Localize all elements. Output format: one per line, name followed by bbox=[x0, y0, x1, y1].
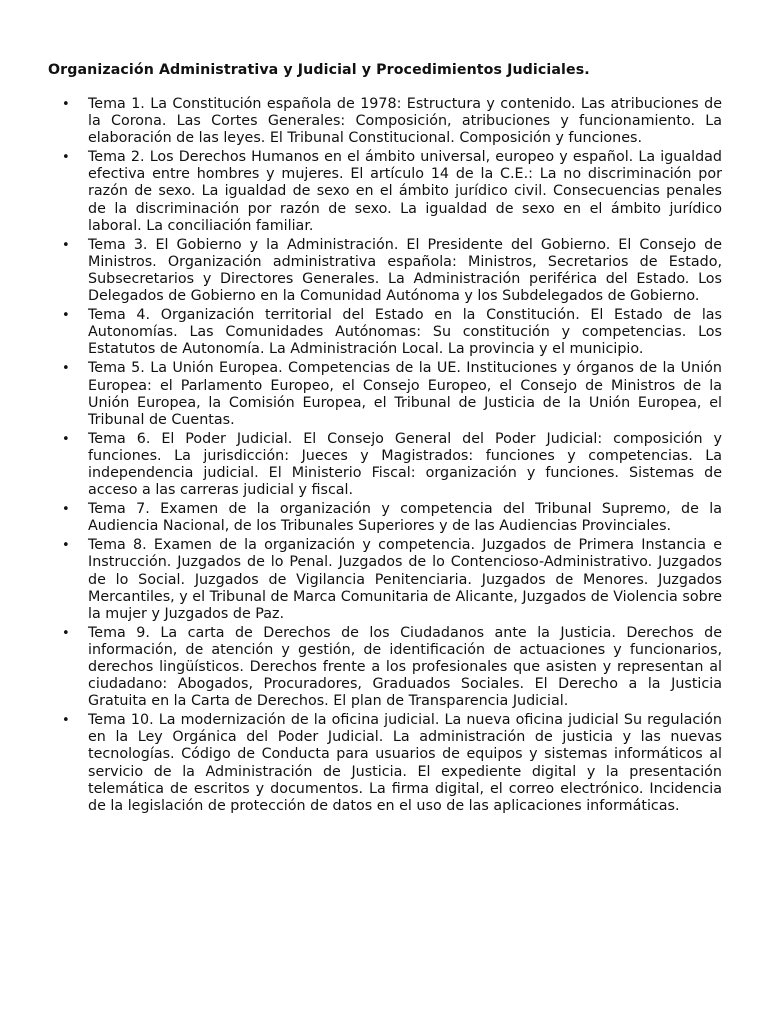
list-item bbox=[48, 307, 722, 358]
list-item bbox=[48, 537, 722, 622]
list-item bbox=[48, 149, 722, 234]
bullet-icon: • bbox=[62, 97, 70, 112]
bullet-icon: • bbox=[62, 237, 70, 253]
bullet-icon: • bbox=[62, 308, 70, 324]
topic-text: Tema 6. El Poder Judicial. El Consejo General del Poder Judicial: composición y funciones. La jurisdicción: Jueces y Magistrados: funciones y competencias. La independencia judicial. El Ministerio Fiscal: organización y funciones. Sistemas de acceso a las carreras judicial y fiscal. bbox=[88, 430, 722, 499]
topic-text: Tema 3. El Gobierno y la Administración. El Presidente del Gobierno. El Consejo de Ministros. Organización administrativa española: Ministros, Secretarios de Estado, Subsecretarios y Directores Generales. La Administración periférica del Estado. Los Delegados de Gobierno en la Comunidad Autónoma y los Subdelegados de Gobierno. bbox=[88, 236, 722, 305]
topic-text: Tema 1. La Constitución española de 1978: Estructura y contenido. Las atribuciones de la Corona. Las Cortes Generales: Composición, atribuciones y funcionamiento. La elaboración de las leyes. El Tribunal Constitucional. Composición y funciones. bbox=[88, 96, 722, 147]
topic-text: Tema 4. Organización territorial del Estado en la Constitución. El Estado de las Autonomías. Las Comunidades Autónomas: Su constitución y competencias. Los Estatutos de Autonomía. La Administración Local. La provincia y el municipio. bbox=[88, 307, 722, 358]
topic-text: Tema 7. Examen de la organización y competencia del Tribunal Supremo, de la Audiencia Nacional, de los Tribunales Superiores y de las Audiencias Provinciales. bbox=[88, 501, 722, 535]
topic-text: Tema 10. La modernización de la oficina judicial. La nueva oficina judicial Su regulación en la Ley Orgánica del Poder Judicial. La administración de justicia y las nuevas tecnologías. Código de Conducta para usuarios de equipos y sistemas informáticos al servicio de la Administración de Justicia. El expediente digital y la presentación telemática de escritos y documentos. La firma digital, el correo electrónico. Incidencia de la legislación de protección de datos en el uso de las aplicaciones informáticas. bbox=[88, 712, 722, 814]
topic-text: Tema 9. La carta de Derechos de los Ciudadanos ante la Justicia. Derechos de información, de atención y gestión, de identificación de actuaciones y funcionarios, derechos lingüísticos. Derechos frente a los profesionales que asisten y representan al ciudadano: Abogados, Procuradores, Graduados Sociales. El Derecho a la Justicia Gratuita en la Carta de Derechos. El plan de Transparencia Judicial. bbox=[88, 624, 722, 710]
list-item bbox=[48, 237, 722, 305]
bullet-icon: • bbox=[62, 713, 70, 729]
topic-list bbox=[48, 96, 722, 815]
list-item bbox=[48, 625, 722, 710]
topic-text: Tema 2. Los Derechos Humanos en el ámbito universal, europeo y español. La igualdad efectiva entre hombres y mujeres. El artículo 14 de la C.E.: La no discriminación por razón de sexo. La igualdad de sexo en el ámbito jurídico civil. Consecuencias penales de la discriminación por razón de sexo. La igualdad de sexo en el ámbito jurídico laboral. La conciliación familiar. bbox=[88, 149, 722, 234]
list-item bbox=[48, 712, 722, 815]
page-title: Organización Administrativa y Judicial y Procedimientos Judiciales. bbox=[48, 62, 590, 78]
list-item bbox=[48, 501, 722, 535]
topic-text: Tema 8. Examen de la organización y competencia. Juzgados de Primera Instancia e Instrucción. Juzgados de lo Penal. Juzgados de lo Contencioso-Administrativo. Juzgados de lo Social. Juzgados de Vigilancia Penitenciaria. Juzgados de Menores. Juzgados Mercantiles, y el Tribunal de Marca Comunitaria de Alicante, Juzgados de Violencia sobre la mujer y Juzgados de Paz. bbox=[88, 537, 722, 622]
bullet-icon: • bbox=[62, 538, 70, 554]
list-item bbox=[48, 96, 722, 147]
bullet-icon: • bbox=[62, 502, 70, 518]
bullet-icon: • bbox=[62, 150, 70, 166]
bullet-icon: • bbox=[62, 431, 70, 447]
bullet-icon: • bbox=[62, 625, 70, 641]
list-item bbox=[48, 431, 722, 499]
topic-text: Tema 5. La Unión Europea. Competencias de la UE. Instituciones y órganos de la Unión Europea: el Parlamento Europeo, el Consejo Europeo, el Consejo de Ministros de la Unión Europea, la Comisión Europea, el Tribunal de Justicia de la Unión Europea, el Tribunal de Cuentas. bbox=[88, 360, 722, 428]
list-item bbox=[48, 360, 722, 428]
bullet-icon: • bbox=[62, 361, 70, 377]
